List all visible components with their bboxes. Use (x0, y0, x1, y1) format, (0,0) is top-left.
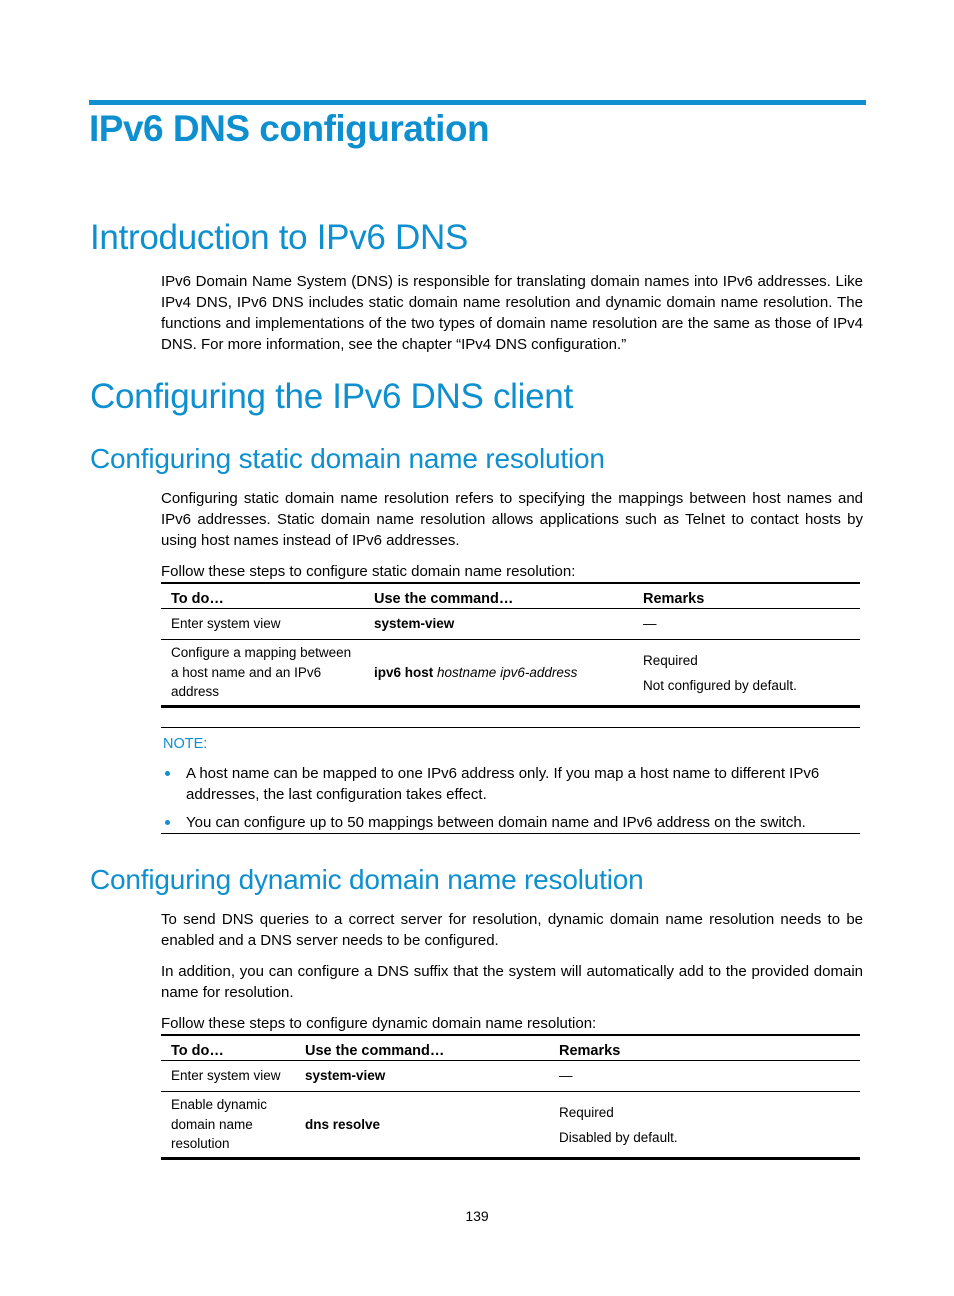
bullet-icon (165, 820, 170, 825)
bullet-icon (165, 771, 170, 776)
note-item (186, 763, 846, 805)
table-row (161, 1092, 860, 1159)
command-text: system-view (305, 1068, 386, 1084)
static-command-table (161, 582, 860, 708)
table-header-row (161, 583, 860, 609)
note-item (186, 812, 846, 833)
chapter-title: IPv6 DNS configuration (89, 108, 490, 149)
header-command: Use the command… (364, 583, 633, 609)
static-text: Configuring static domain name resolution refers to specifying the mappings between host names and IPv6 addresses. Static domain name resolution allows applications such as Telnet to contact hosts by using host names instead of IPv6 addresses. (161, 490, 863, 549)
table-row (161, 640, 860, 707)
remark-line: Disabled by default. (559, 1129, 678, 1145)
remark-line: Not configured by default. (643, 677, 797, 693)
dynamic-text-1: To send DNS queries to a correct server for resolution, dynamic domain name resolution needs to be enabled and a DNS server needs to be configured. (161, 911, 863, 949)
dynamic-text-2: In addition, you can configure a DNS suffix that the system will automatically add to the provided domain name for resolution. (161, 963, 863, 1001)
note-box (161, 727, 860, 834)
remark-line: Required (559, 1104, 614, 1120)
cell-todo: Configure a mapping between a host name and an IPv6 address (161, 640, 364, 707)
remark-line: Required (643, 652, 698, 668)
note-item-text: You can configure up to 50 mappings between domain name and IPv6 address on the switch. (186, 814, 806, 831)
intro-text: IPv6 Domain Name System (DNS) is responsible for translating domain names into IPv6 addresses. Like IPv4 DNS, IPv6 DNS includes static domain name resolution and dynamic domain name resolution. The functions and implementations of the two types of domain name resolution are the same as those of IPv4 DNS. For more information, see the chapter “IPv4 DNS configuration.” (161, 273, 863, 353)
cell-todo: Enable dynamic domain name resolution (161, 1092, 295, 1159)
table-row (161, 1061, 860, 1092)
cell-todo: Enter system view (161, 1061, 295, 1092)
command-text: dns resolve (305, 1116, 381, 1132)
table-header-row (161, 1035, 860, 1061)
command-text: ipv6 host (374, 664, 434, 680)
header-todo: To do… (161, 583, 364, 609)
cell-remarks: — (549, 1061, 860, 1092)
cell-todo: Enter system view (161, 609, 364, 640)
command-args: hostname ipv6-address (437, 664, 578, 680)
dynamic-steps-intro: Follow these steps to configure dynamic domain name resolution: (161, 1015, 597, 1032)
static-heading: Configuring static domain name resolution (90, 443, 605, 474)
chapter-rule (89, 100, 866, 105)
page-number: 139 (465, 1208, 489, 1224)
cell-remarks: — (633, 609, 860, 640)
client-heading: Configuring the IPv6 DNS client (90, 377, 573, 416)
note-title: NOTE: (163, 736, 208, 752)
header-todo: To do… (161, 1035, 295, 1061)
header-remarks: Remarks (549, 1035, 860, 1061)
note-item-text: A host name can be mapped to one IPv6 address only. If you map a host name to different IPv6 addresses, the last configuration takes effect. (186, 765, 820, 803)
dynamic-command-table (161, 1034, 860, 1160)
header-remarks: Remarks (633, 583, 860, 609)
static-steps-intro: Follow these steps to configure static domain name resolution: (161, 563, 576, 580)
dynamic-heading: Configuring dynamic domain name resolution (90, 864, 644, 895)
header-command: Use the command… (295, 1035, 549, 1061)
intro-heading: Introduction to IPv6 DNS (90, 218, 468, 257)
command-text: system-view (374, 616, 455, 632)
table-row (161, 609, 860, 640)
